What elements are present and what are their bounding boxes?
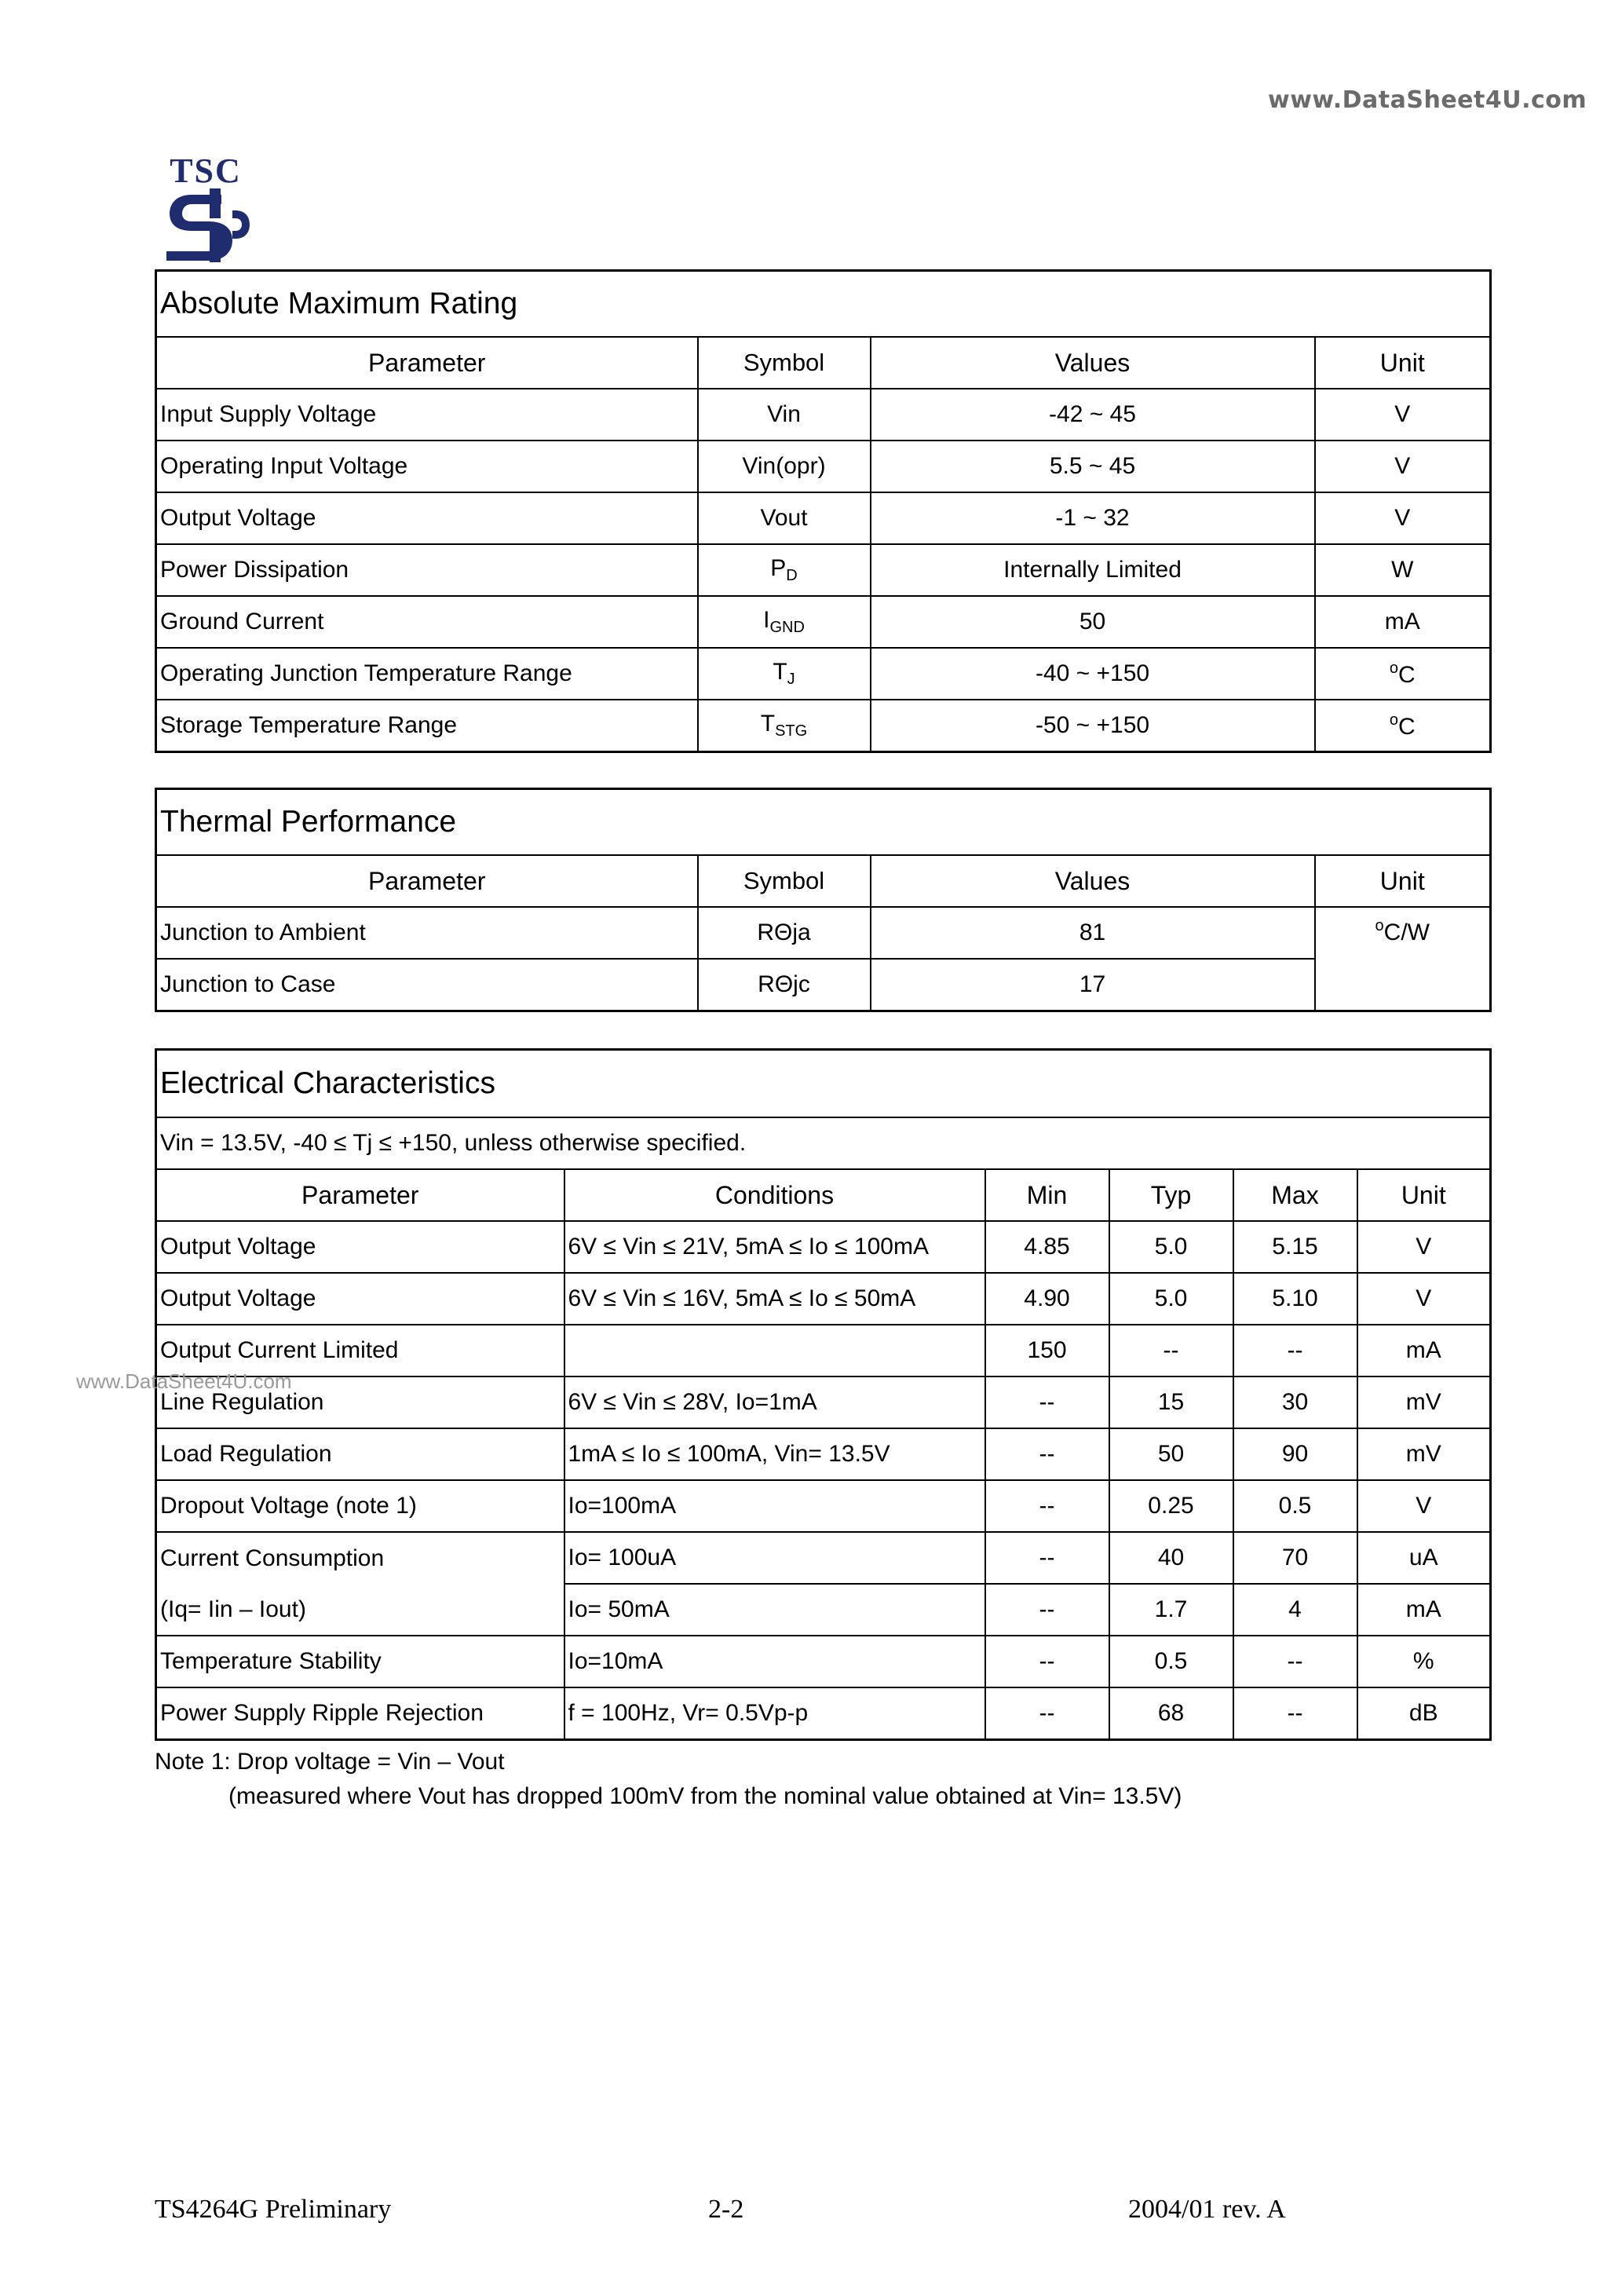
min-cell: -- [985, 1636, 1109, 1687]
symbol-cell: RΘjc [698, 959, 871, 1011]
min-cell: 4.90 [985, 1273, 1109, 1325]
min-cell: -- [985, 1687, 1109, 1740]
unit-cell: V [1315, 441, 1491, 492]
symbol-main: T [760, 711, 776, 737]
degree-superscript: o [1389, 711, 1398, 729]
value-cell: 50 [871, 596, 1315, 648]
value-cell: -42 ~ 45 [871, 389, 1315, 441]
unit-cell: V [1357, 1273, 1491, 1325]
condition-note-row [156, 1117, 1491, 1169]
table-row [156, 1687, 1491, 1740]
conditions-cell [564, 1325, 985, 1377]
unit-cell: V [1357, 1221, 1491, 1273]
typ-cell: 5.0 [1109, 1273, 1233, 1325]
parameter-cell: Junction to Case [156, 959, 698, 1011]
value-cell: -1 ~ 32 [871, 492, 1315, 544]
unit-cell: % [1357, 1636, 1491, 1687]
unit-cell: dB [1357, 1687, 1491, 1740]
parameter-cell: Load Regulation [156, 1428, 564, 1480]
unit-cell [1315, 907, 1491, 1011]
value-cell: -50 ~ +150 [871, 700, 1315, 752]
unit-cell: V [1357, 1480, 1491, 1532]
parameter-cell: Output Voltage [156, 492, 698, 544]
tsc-logo [160, 154, 251, 262]
symbol-main: I [763, 607, 770, 633]
min-cell: -- [985, 1584, 1109, 1636]
unit-cell: V [1315, 389, 1491, 441]
parameter-cell: Output Voltage [156, 1273, 564, 1325]
table-row [156, 544, 1491, 596]
unit-text: C/W [1383, 919, 1430, 945]
typ-cell: 0.25 [1109, 1480, 1233, 1532]
unit-cell: mA [1357, 1325, 1491, 1377]
header-parameter: Parameter [156, 337, 698, 389]
typ-cell: 0.5 [1109, 1636, 1233, 1687]
max-cell: 30 [1233, 1377, 1357, 1428]
table-row [156, 596, 1491, 648]
min-cell: -- [985, 1532, 1109, 1584]
value-cell: -40 ~ +150 [871, 648, 1315, 700]
header-row [156, 1169, 1491, 1221]
symbol-cell [698, 700, 871, 752]
degree-superscript: o [1389, 659, 1398, 677]
header-values: Values [871, 855, 1315, 907]
parameter-cell: Power Dissipation [156, 544, 698, 596]
table-row [156, 1480, 1491, 1532]
footer-document-name: TS4264G Preliminary [155, 2195, 392, 2224]
header-conditions: Conditions [564, 1169, 985, 1221]
conditions-cell: Io= 50mA [564, 1584, 985, 1636]
degree-superscript: o [1375, 917, 1384, 934]
parameter-cell: Power Supply Ripple Rejection [156, 1687, 564, 1740]
unit-cell: mV [1357, 1377, 1491, 1428]
table-row [156, 1636, 1491, 1687]
header-unit: Unit [1357, 1169, 1491, 1221]
unit-cell: mA [1357, 1584, 1491, 1636]
header-symbol: Symbol [698, 337, 871, 389]
symbol-cell: RΘja [698, 907, 871, 959]
tsc-emblem-icon [160, 187, 251, 262]
section-title-row [156, 1050, 1491, 1118]
parameter-cell: Line Regulation [156, 1377, 564, 1428]
symbol-cell [698, 596, 871, 648]
unit-cell [1315, 648, 1491, 700]
electrical-title: Electrical Characteristics [156, 1050, 1491, 1118]
typ-cell: 40 [1109, 1532, 1233, 1584]
section-title-row [156, 789, 1491, 856]
parameter-cell: Input Supply Voltage [156, 389, 698, 441]
symbol-subscript: J [787, 671, 795, 688]
notes [155, 1745, 1182, 1814]
watermark-top: www.DataSheet4U.com [1268, 86, 1587, 114]
condition-note: Vin = 13.5V, -40 ≤ Tj ≤ +150, unless otherwise specified. [156, 1117, 1491, 1169]
typ-cell: -- [1109, 1325, 1233, 1377]
table-row [156, 1325, 1491, 1377]
typ-cell: 68 [1109, 1687, 1233, 1740]
unit-cell: W [1315, 544, 1491, 596]
thermal-title: Thermal Performance [156, 789, 1491, 856]
header-typ: Typ [1109, 1169, 1233, 1221]
symbol-main: T [773, 659, 787, 685]
conditions-cell: f = 100Hz, Vr= 0.5Vp-p [564, 1687, 985, 1740]
conditions-cell: 6V ≤ Vin ≤ 16V, 5mA ≤ Io ≤ 50mA [564, 1273, 985, 1325]
header-unit: Unit [1315, 855, 1491, 907]
table-row [156, 441, 1491, 492]
value-cell: Internally Limited [871, 544, 1315, 596]
typ-cell: 50 [1109, 1428, 1233, 1480]
conditions-cell: 6V ≤ Vin ≤ 28V, Io=1mA [564, 1377, 985, 1428]
section-title-row [156, 271, 1491, 338]
max-cell: -- [1233, 1325, 1357, 1377]
max-cell: -- [1233, 1687, 1357, 1740]
unit-cell: mV [1357, 1428, 1491, 1480]
typ-cell: 1.7 [1109, 1584, 1233, 1636]
parameter-cell: (Iq= Iin – Iout) [156, 1584, 564, 1636]
header-min: Min [985, 1169, 1109, 1221]
header-max: Max [1233, 1169, 1357, 1221]
conditions-cell: Io=100mA [564, 1480, 985, 1532]
conditions-cell: 6V ≤ Vin ≤ 21V, 5mA ≤ Io ≤ 100mA [564, 1221, 985, 1273]
table-row [156, 1221, 1491, 1273]
symbol-cell: Vout [698, 492, 871, 544]
header-row [156, 337, 1491, 389]
min-cell: -- [985, 1480, 1109, 1532]
max-cell: -- [1233, 1636, 1357, 1687]
symbol-main: P [770, 555, 787, 581]
unit-cell: mA [1315, 596, 1491, 648]
value-cell: 5.5 ~ 45 [871, 441, 1315, 492]
header-symbol: Symbol [698, 855, 871, 907]
max-cell: 5.10 [1233, 1273, 1357, 1325]
table-row [156, 389, 1491, 441]
parameter-cell: Operating Junction Temperature Range [156, 648, 698, 700]
header-parameter: Parameter [156, 1169, 564, 1221]
value-cell: 17 [871, 959, 1315, 1011]
unit-cell: uA [1357, 1532, 1491, 1584]
unit-cell [1315, 700, 1491, 752]
parameter-cell: Output Voltage [156, 1221, 564, 1273]
parameter-cell: Junction to Ambient [156, 907, 698, 959]
max-cell: 0.5 [1233, 1480, 1357, 1532]
table-row [156, 1273, 1491, 1325]
typ-cell: 5.0 [1109, 1221, 1233, 1273]
table-row [156, 959, 1491, 1011]
symbol-cell [698, 648, 871, 700]
table-row [156, 1584, 1491, 1636]
parameter-cell: Storage Temperature Range [156, 700, 698, 752]
symbol-cell: Vin [698, 389, 871, 441]
electrical-characteristics-table [155, 1048, 1492, 1741]
table-row [156, 1377, 1491, 1428]
min-cell: -- [985, 1428, 1109, 1480]
value-cell: 81 [871, 907, 1315, 959]
table-row [156, 700, 1491, 752]
table-row [156, 1428, 1491, 1480]
table-row [156, 648, 1491, 700]
note-line-1: Note 1: Drop voltage = Vin – Vout [155, 1749, 505, 1775]
logo-text: TSC [170, 152, 242, 190]
table-row [156, 492, 1491, 544]
note-line-2: (measured where Vout has dropped 100mV from the nominal value obtained at Vin= 13.5V) [228, 1783, 1182, 1809]
footer-revision: 2004/01 rev. A [1128, 2195, 1286, 2224]
table-row [156, 907, 1491, 959]
unit-text: C [1397, 713, 1416, 740]
min-cell: 150 [985, 1325, 1109, 1377]
typ-cell: 15 [1109, 1377, 1233, 1428]
footer-page-number: 2-2 [708, 2195, 744, 2224]
parameter-cell: Output Current Limited [156, 1325, 564, 1377]
header-unit: Unit [1315, 337, 1491, 389]
parameter-cell: Operating Input Voltage [156, 441, 698, 492]
parameter-cell: Dropout Voltage (note 1) [156, 1480, 564, 1532]
conditions-cell: Io=10mA [564, 1636, 985, 1687]
header-row [156, 855, 1491, 907]
symbol-cell [698, 544, 871, 596]
parameter-cell: Temperature Stability [156, 1636, 564, 1687]
conditions-cell: 1mA ≤ Io ≤ 100mA, Vin= 13.5V [564, 1428, 985, 1480]
conditions-cell: Io= 100uA [564, 1532, 985, 1584]
parameter-cell: Ground Current [156, 596, 698, 648]
thermal-performance-table [155, 788, 1492, 1012]
symbol-cell: Vin(opr) [698, 441, 871, 492]
max-cell: 5.15 [1233, 1221, 1357, 1273]
symbol-subscript: D [786, 567, 798, 584]
symbol-subscript: GND [769, 619, 805, 636]
header-parameter: Parameter [156, 855, 698, 907]
header-values: Values [871, 337, 1315, 389]
unit-cell: V [1315, 492, 1491, 544]
watermark-middle: www.DataSheet4U.com [76, 1369, 292, 1393]
min-cell: 4.85 [985, 1221, 1109, 1273]
unit-text: C [1397, 661, 1416, 688]
max-cell: 90 [1233, 1428, 1357, 1480]
min-cell: -- [985, 1377, 1109, 1428]
symbol-subscript: STG [775, 722, 808, 740]
absolute-max-title: Absolute Maximum Rating [156, 271, 1491, 338]
parameter-cell: Current Consumption [156, 1532, 564, 1584]
max-cell: 4 [1233, 1584, 1357, 1636]
table-row [156, 1532, 1491, 1584]
max-cell: 70 [1233, 1532, 1357, 1584]
absolute-max-rating-table [155, 269, 1492, 753]
